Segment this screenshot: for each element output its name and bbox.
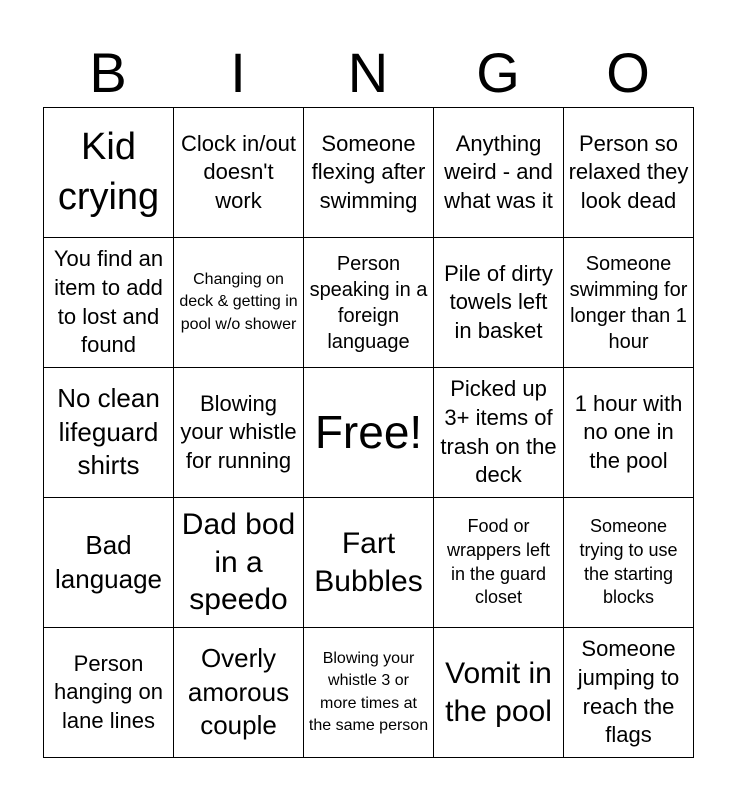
bingo-cell[interactable] [434,498,564,628]
header-letter-o: O [606,41,650,104]
cell-text: No clean lifeguard shirts [57,382,160,481]
cell-text: 1 hour with no one in the pool [574,390,683,473]
bingo-cell[interactable] [304,498,434,628]
cell-text: Pile of dirty towels left in basket [444,260,553,343]
bingo-cell[interactable] [434,238,564,368]
cell-text: Someone flexing after swimming [311,130,426,213]
bingo-cell[interactable] [564,368,694,498]
bingo-cell[interactable] [44,498,174,628]
bingo-cell[interactable] [174,108,304,238]
header-letter-n: N [347,41,389,104]
bingo-cell[interactable] [304,628,434,758]
bingo-cell[interactable] [434,108,564,238]
bingo-cell[interactable] [174,238,304,368]
cell-text: Food or wrappers left in the guard closet [446,516,551,608]
bingo-cell[interactable] [564,238,694,368]
bingo-cell[interactable] [304,108,434,238]
cell-text: Clock in/out doesn't work [181,130,296,213]
bingo-cell[interactable] [44,108,174,238]
cell-text: Someone jumping to reach the flags [577,636,680,748]
cell-text: Kid crying [57,126,160,218]
cell-text: Person so relaxed they look dead [568,130,689,213]
cell-text: Blowing your whistle for running [180,390,297,473]
bingo-cell[interactable] [174,498,304,628]
cell-text: Person hanging on lane lines [54,650,163,733]
bingo-cell[interactable] [434,628,564,758]
cell-text: Someone trying to use the starting blocks [579,516,678,608]
cell-text: Person speaking in a foreign language [309,252,428,353]
cell-text: Anything weird - and what was it [444,130,553,213]
bingo-header [43,38,693,108]
bingo-cell[interactable] [44,628,174,758]
cell-text: Bad language [55,529,162,594]
bingo-cell[interactable] [44,368,174,498]
bingo-cell[interactable] [174,368,304,498]
cell-text: Picked up 3+ items of trash on the deck [440,376,557,488]
free-space-text: Free! [314,406,423,459]
header-letter-b: B [89,41,127,104]
cell-text: Dad bod in a speedo [181,508,296,617]
header-letter-i: I [230,41,246,104]
bingo-cell[interactable] [564,498,694,628]
bingo-cell[interactable] [434,368,564,498]
cell-text: Someone swimming for longer than 1 hour [569,252,688,353]
bingo-cell[interactable] [564,108,694,238]
bingo-cell[interactable] [304,238,434,368]
cell-text: Changing on deck & getting in pool w/o shower [179,270,298,333]
cell-text: Fart Bubbles [314,527,423,598]
cell-text: Vomit in the pool [445,657,552,728]
free-space-cell[interactable] [304,368,434,498]
bingo-board [43,107,694,758]
bingo-cell[interactable] [44,238,174,368]
bingo-cell[interactable] [174,628,304,758]
cell-text: Blowing your whistle 3 or more times at the same person [308,649,429,734]
bingo-cell[interactable] [564,628,694,758]
cell-text: You find an item to add to lost and found [53,246,164,358]
header-letter-g: G [476,41,520,104]
cell-text: Overly amorous couple [187,642,290,741]
